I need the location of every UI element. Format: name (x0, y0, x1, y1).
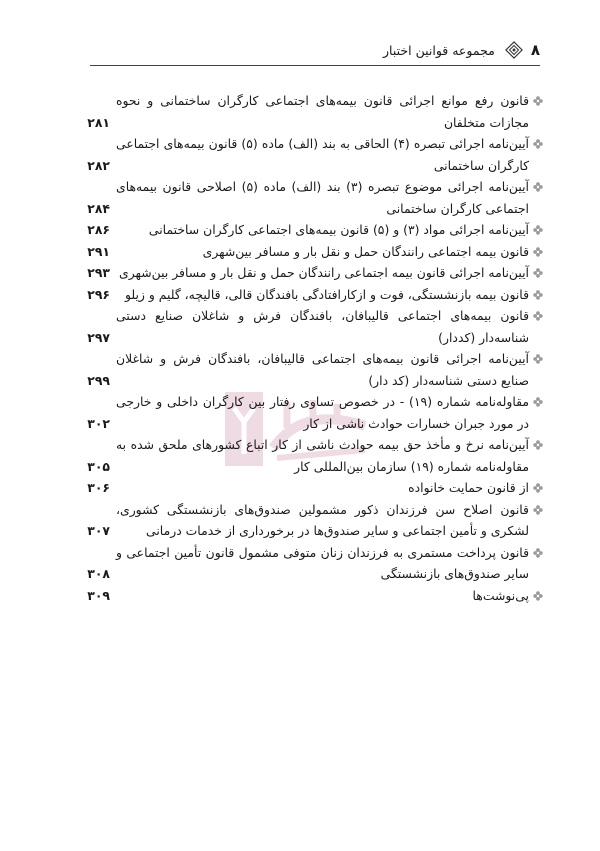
flower-bullet-icon (529, 305, 544, 348)
toc-entry-page: ۳۰۶ (87, 480, 110, 495)
toc-entry[interactable] (72, 284, 544, 306)
toc-entry-page: ۲۹۶ (87, 286, 110, 302)
toc-entry[interactable] (72, 348, 544, 391)
toc-entry-page: ۳۰۹ (87, 587, 110, 603)
flower-bullet-icon (529, 219, 544, 241)
flower-bullet-icon (529, 499, 544, 542)
page-header (90, 38, 540, 62)
book-title: مجموعه قوانین اختبار (383, 42, 495, 58)
toc-entry-title: از قانون حمایت خانواده (408, 480, 529, 495)
toc-entry-title: آیین‌نامه اجرائی موضوع تبصره (۳) بند (الف) ماده (۵) اصلاحی قانون بیمه‌های اجتماعی کارگران ساختمانی (116, 179, 529, 216)
toc-entry[interactable] (72, 477, 544, 499)
toc-entry-page: ۲۹۱ (87, 243, 110, 259)
toc-entry[interactable] (72, 90, 544, 133)
toc-entry-page: ۲۸۱ (87, 114, 110, 130)
toc-entry-title: قانون بیمه بازنشستگی، فوت و ازکارافتادگی بافندگان قالی، قالیچه، گلیم و زیلو (124, 286, 529, 302)
toc-entry[interactable] (72, 305, 544, 348)
toc-entry[interactable] (72, 262, 544, 284)
toc-entry[interactable] (72, 391, 544, 434)
toc-entry-title: آیین‌نامه نرخ و مأخذ حق بیمه حوادث ناشی از کار اتباع کشورهای ملحق شده به مقاوله‌نامه شماره (۱۹) سازمان بین‌المللی کار (116, 437, 529, 474)
flower-bullet-icon (529, 176, 544, 219)
header-rule (90, 65, 540, 66)
flower-bullet-icon (529, 391, 544, 434)
flower-bullet-icon (529, 477, 544, 499)
toc-entry-title: مقاوله‌نامه شماره (۱۹) - در خصوص تساوی رفتار بین کارگران داخلی و خارجی در مورد جبران خسارات حوادث ناشی از کار (116, 394, 530, 431)
flower-bullet-icon (529, 284, 544, 306)
flower-bullet-icon (529, 434, 544, 477)
toc-entry-title: قانون پرداخت مستمری به فرزندان زنان متوفی مشمول قانون تأمین اجتماعی و سایر صندوق‌های بازنشستگی (116, 544, 529, 581)
flower-bullet-icon (529, 241, 544, 263)
table-of-contents (72, 90, 544, 606)
page-number: ۸ (530, 41, 540, 59)
toc-entry[interactable] (72, 434, 544, 477)
toc-entry-page: ۲۹۳ (87, 265, 110, 280)
toc-entry[interactable] (72, 176, 544, 219)
toc-entry-page: ۲۹۷ (87, 329, 110, 345)
toc-entry-title: قانون بیمه‌های اجتماعی قالیبافان، بافندگان فرش و شاغلان صنایع دستی شناسه‌دار (کددار) (116, 308, 529, 345)
flower-bullet-icon (529, 542, 544, 585)
toc-entry-title: قانون اصلاح سن فرزندان ذکور مشمولین صندوق‌های بازنشستگی کشوری، لشکری و تأمین اجتماعی و سایر صندوق‌ها در برخورداری از خدمات درمانی (116, 501, 529, 538)
toc-entry-title: قانون بیمه اجتماعی رانندگان حمل و نقل بار و مسافر بین‌شهری (202, 243, 529, 259)
toc-entry-page: ۲۹۹ (87, 372, 110, 388)
toc-entry-page: ۳۰۷ (87, 523, 110, 538)
flower-bullet-icon (529, 585, 544, 607)
toc-entry-title: آیین‌نامه اجرائی قانون بیمه‌های اجتماعی قالیبافان، بافندگان فرش و شاغلان صنایع دستی شناسه‌دار (کد دار) (116, 351, 529, 388)
toc-entry-title: آیین‌نامه اجرائی مواد (۳) و (۵) قانون بیمه‌های اجتماعی کارگران ساختمانی (148, 222, 529, 237)
toc-entry-page: ۳۰۵ (87, 458, 110, 474)
flower-bullet-icon (529, 90, 544, 133)
flower-bullet-icon (529, 133, 544, 176)
toc-entry[interactable] (72, 241, 544, 263)
toc-entry-title: آیین‌نامه اجرائی قانون بیمه اجتماعی رانندگان حمل و نقل بار و مسافر بین‌شهری (119, 265, 529, 280)
toc-entry-title: آیین‌نامه اجرائی تبصره (۴) الحاقی به بند (الف) ماده (۵) قانون بیمه‌های اجتماعی کارگران ساختمانی (116, 136, 529, 173)
diamond-ornament-icon (505, 41, 523, 59)
toc-entry[interactable] (72, 499, 544, 542)
toc-entry-page: ۳۰۲ (87, 415, 110, 431)
toc-entry-page: ۳۰۸ (87, 566, 110, 581)
toc-entry-title: پی‌نوشت‌ها (472, 587, 529, 603)
toc-entry[interactable] (72, 542, 544, 585)
toc-entry-page: ۲۸۲ (87, 157, 110, 173)
toc-entry[interactable] (72, 133, 544, 176)
toc-entry-page: ۲۸۶ (87, 222, 110, 237)
toc-entry[interactable] (72, 585, 544, 607)
flower-bullet-icon (529, 348, 544, 391)
toc-entry-page: ۲۸۴ (87, 200, 110, 216)
flower-bullet-icon (529, 262, 544, 284)
toc-entry-title: قانون رفع موانع اجرائی قانون بیمه‌های اجتماعی کارگران ساختمانی و نحوه مجازات متخلفان (116, 93, 529, 130)
toc-entry[interactable] (72, 219, 544, 241)
